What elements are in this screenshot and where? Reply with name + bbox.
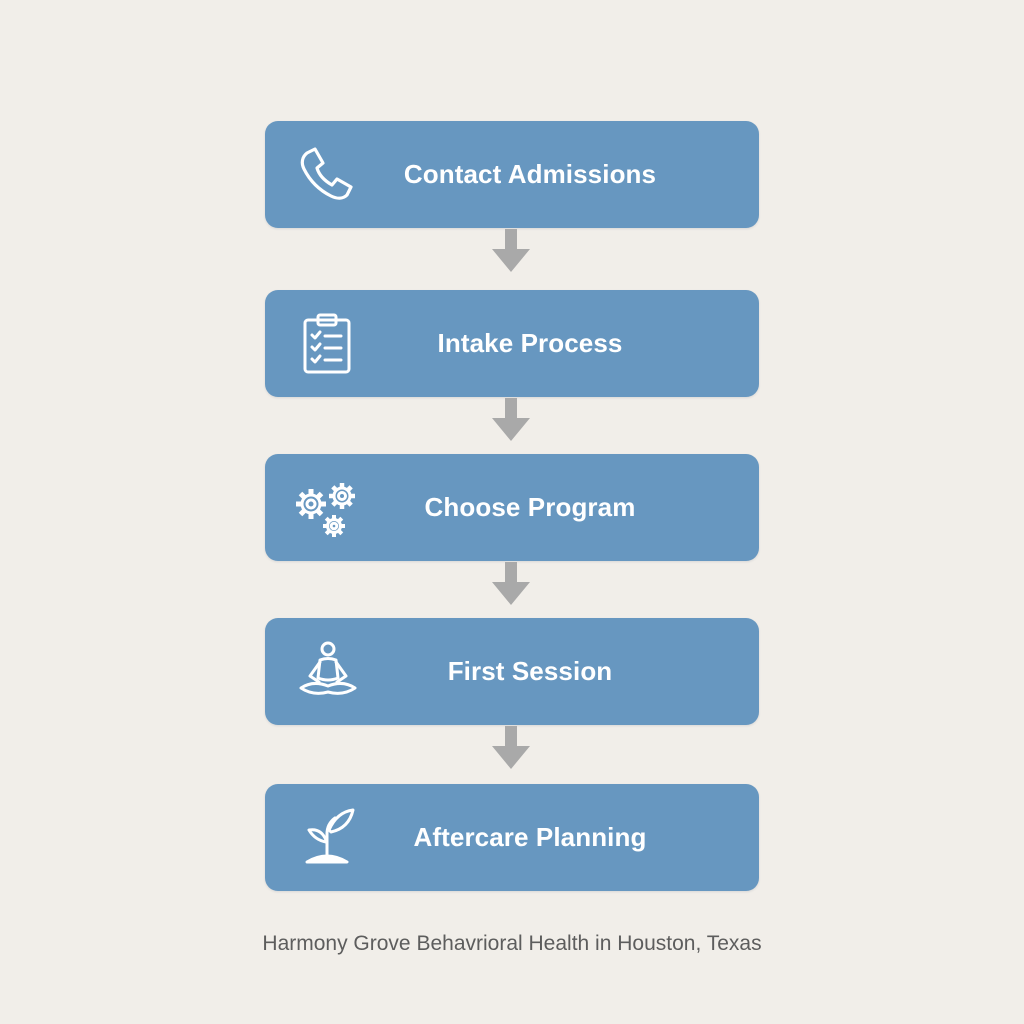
- down-arrow-icon: [488, 562, 534, 606]
- step-label: Aftercare Planning: [413, 822, 647, 852]
- caption: Harmony Grove Behavrioral Health in Houston, Texas: [262, 932, 762, 955]
- step-label: First Session: [447, 656, 613, 686]
- step-choose-program: [265, 454, 759, 561]
- step-first-session: [265, 618, 759, 725]
- step-aftercare-planning: [265, 784, 759, 891]
- step-intake-process: [265, 290, 759, 397]
- step-label: Choose Program: [424, 492, 636, 522]
- step-label: Contact Admissions: [403, 159, 657, 189]
- step-label: Intake Process: [437, 328, 623, 358]
- step-contact-admissions: [265, 121, 759, 228]
- down-arrow-icon: [488, 398, 534, 442]
- down-arrow-icon: [488, 726, 534, 770]
- down-arrow-icon: [488, 229, 534, 273]
